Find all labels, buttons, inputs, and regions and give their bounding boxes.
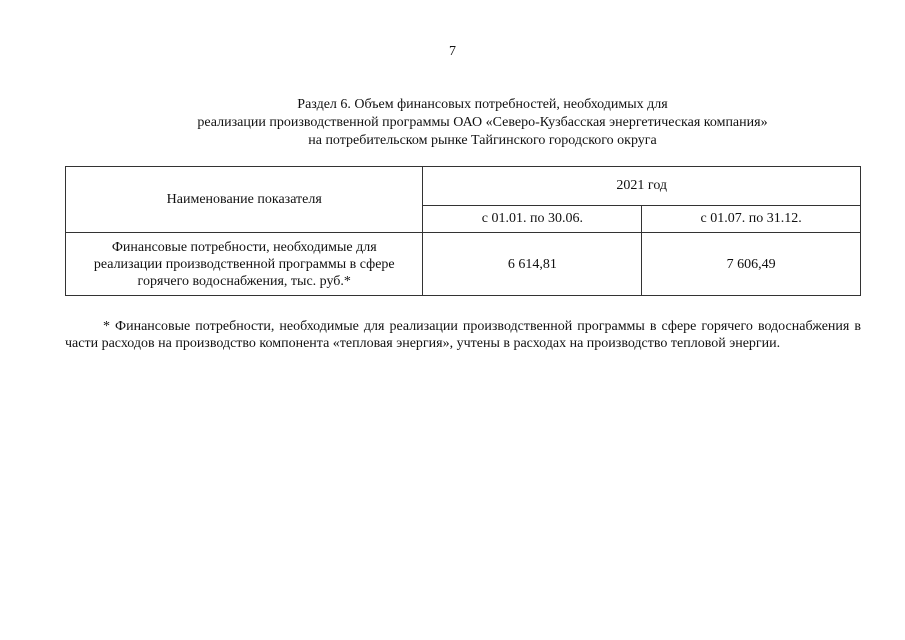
header-period-2: с 01.07. по 31.12. (642, 206, 861, 233)
section-title-line: Раздел 6. Объем финансовых потребностей, необходимых для (297, 97, 668, 112)
table-row (66, 233, 861, 296)
financial-needs-table (65, 166, 861, 296)
page-number: 7 (449, 44, 456, 59)
footnote: * Финансовые потребности, необходимые для реализации производственной программы в сфере горячего водоснабжения в части расходов на производство компонента «тепловая энергия», учтены в расходах на производство тепловой энергии. (65, 319, 861, 351)
header-indicator: Наименование показателя (66, 167, 423, 233)
section-title (60, 96, 905, 150)
indicator-line: реализации производственной программы в сфере (93, 256, 395, 272)
section-title-line: реализации производственной программы ОАО «Северо-Кузбасская энергетическая компания» (197, 115, 768, 130)
header-year: 2021 год (423, 167, 861, 206)
header-period-1: с 01.01. по 30.06. (423, 206, 642, 233)
section-title-line: на потребительском рынке Тайгинского городского округа (308, 133, 657, 148)
indicator-cell (66, 233, 423, 296)
indicator-line: горячего водоснабжения, тыс. руб.* (137, 273, 351, 289)
table-header-row (66, 167, 861, 206)
value-period-1: 6 614,81 (423, 233, 642, 296)
value-period-2: 7 606,49 (642, 233, 861, 296)
indicator-line: Финансовые потребности, необходимые для (111, 239, 377, 255)
